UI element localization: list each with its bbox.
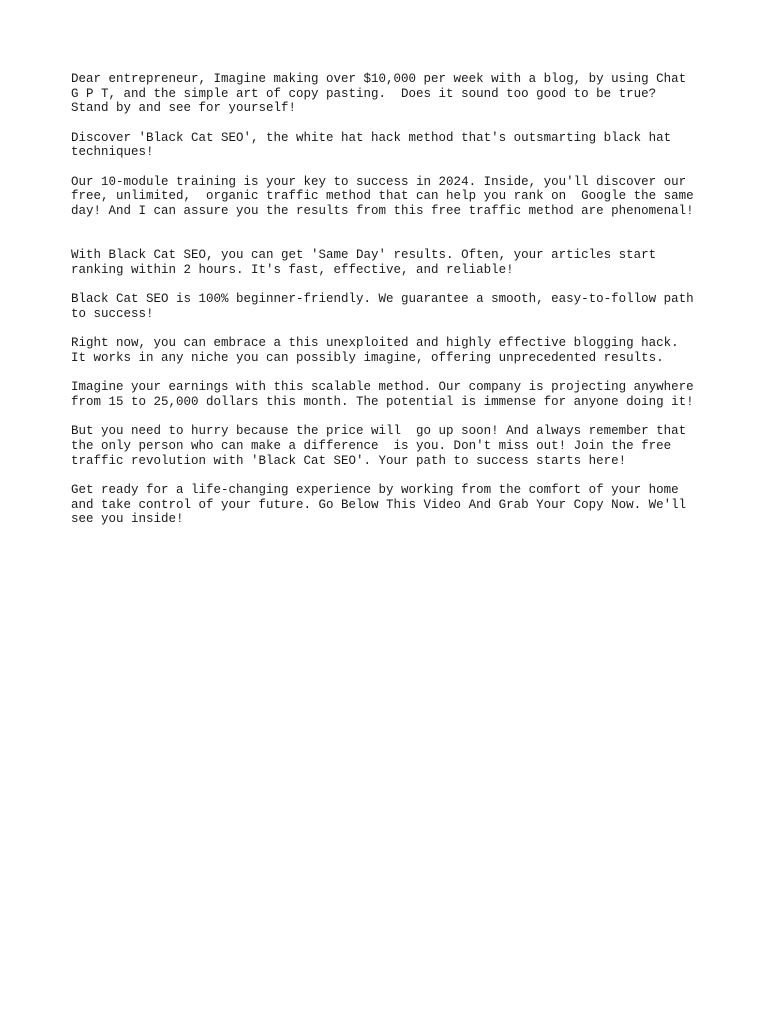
paragraph-training: Our 10-module training is your key to success in 2024. Inside, you'll discover our free, unlimited, organic traffic method that can help you rank on Google the same day! And I can assure you the results from this free traffic method are phenomenal!: [71, 174, 694, 219]
paragraph-right-now: Right now, you can embrace a this unexploited and highly effective blogging hack. It works in any niche you can possibly imagine, offering unprecedented results.: [71, 336, 679, 365]
paragraph-discover: Discover 'Black Cat SEO', the white hat hack method that's outsmarting black hat techniques!: [71, 130, 672, 160]
paragraph-get-ready: Get ready for a life-changing experience by working from the comfort of your home and take control of your future. Go Below This Video And Grab Your Copy Now. We'll see you inside!: [71, 482, 687, 527]
paragraph-beginner: Black Cat SEO is 100% beginner-friendly. We guarantee a smooth, easy-to-follow path to success!: [71, 292, 694, 321]
paragraph-same-day: With Black Cat SEO, you can get 'Same Day' results. Often, your articles start ranking within 2 hours. It's fast, effective, and reliable!: [71, 248, 657, 277]
paragraph-intro: Dear entrepreneur, Imagine making over $10,000 per week with a blog, by using Chat G P T, and the simple art of copy pasting. Does it sound too good to be true? Stand by and see for yourself!: [71, 72, 687, 116]
document-body: [71, 72, 711, 542]
paragraph-hurry: But you need to hurry because the price will go up soon! And always remember that the only person who can make a difference is you. Don't miss out! Join the free traffic revolution with 'Black Cat SEO'. Your path to success starts here!: [71, 424, 687, 468]
paragraph-earnings: Imagine your earnings with this scalable method. Our company is projecting anywhere from 15 to 25,000 dollars this month. The potential is immense for anyone doing it!: [71, 380, 694, 409]
